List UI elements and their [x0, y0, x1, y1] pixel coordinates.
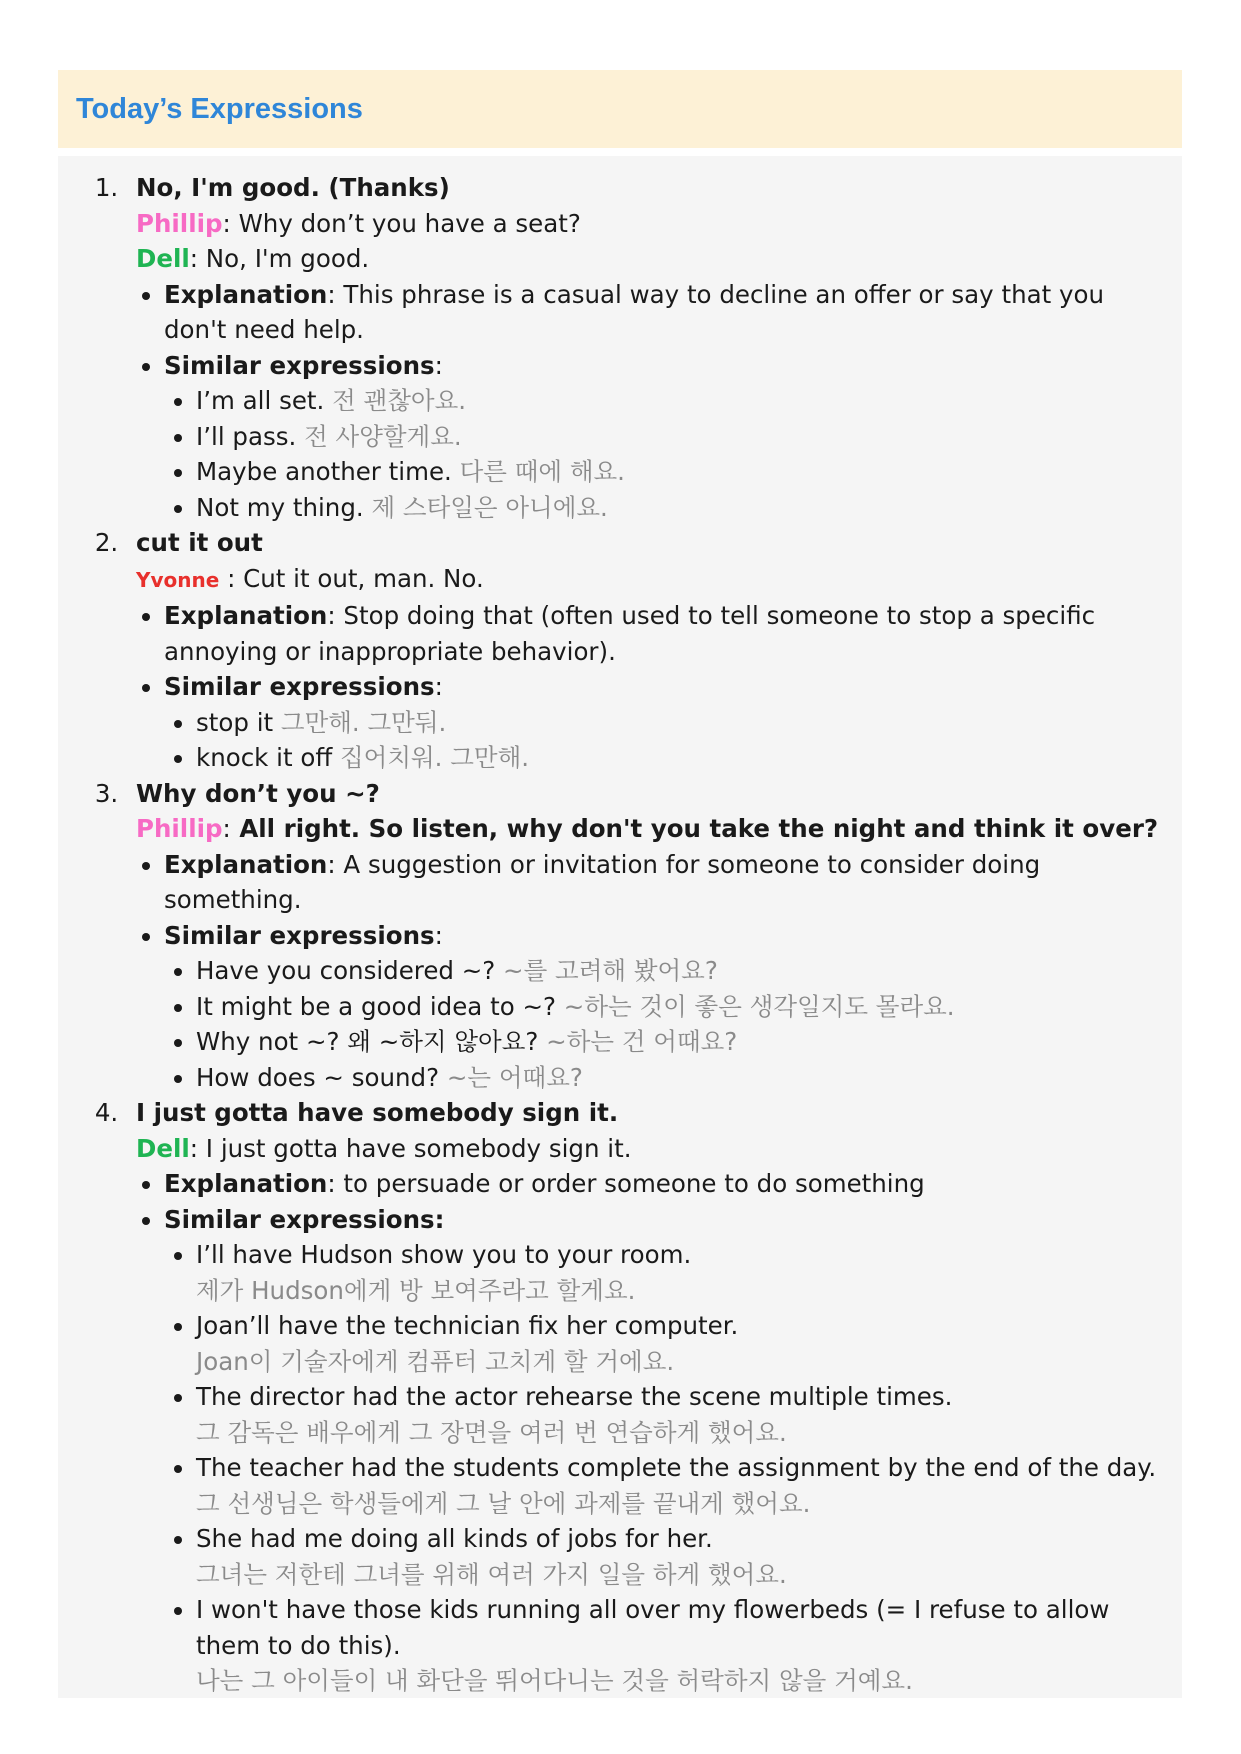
similar-en: Not my thing. [196, 492, 364, 522]
dialog-text: Cut it out, man. No. [235, 563, 484, 593]
similar-colon: : [434, 672, 443, 701]
dialog-sep: : [222, 814, 231, 843]
similar-item [196, 490, 1166, 526]
dialog-sep: : [219, 563, 236, 593]
similar-label: Similar expressions [164, 920, 435, 950]
dialog-text: Why don’t you have a seat? [230, 208, 581, 238]
dialog-sep: : [222, 208, 231, 238]
similar-en: • Joan’ll have the technician fix her computer. [196, 1311, 739, 1340]
speaker-name: Dell [136, 244, 190, 273]
similar-en: • The teacher had the students complete the assignment by the end of the day. [196, 1453, 1157, 1482]
expression-list [86, 170, 1166, 1699]
explanation-label: Explanation [164, 849, 328, 879]
similar-en: stop it [196, 707, 274, 737]
similar-label: Similar expressions [164, 350, 435, 380]
explanation-text: : to persuade or order someone to do something [327, 1169, 925, 1198]
similar-ko: 나는 그 아이들이 내 화단을 뛰어다니는 것을 허락하지 않을 거예요. [196, 1666, 913, 1695]
similar-ko: ~하는 건 어때요? [538, 1027, 738, 1056]
explanation-label: Explanation [164, 601, 328, 630]
similar-item [196, 419, 1166, 455]
explanation [164, 598, 1166, 669]
similar-en: knock it off [196, 743, 341, 772]
expression-item [126, 1095, 1166, 1699]
similar-list [164, 1237, 1166, 1699]
speaker-name: Dell [136, 1133, 190, 1163]
explanation [164, 277, 1166, 348]
speaker-name: Phillip [136, 814, 223, 843]
similar-item [196, 1024, 1166, 1060]
speaker-name: Yvonne [136, 567, 220, 592]
expression-title: 2. cut it out [136, 528, 263, 557]
explanation-label: Explanation [164, 1169, 328, 1198]
similar-en: How does ~ sound? [196, 1062, 440, 1092]
dialog-line [136, 561, 1166, 599]
detail-list [136, 847, 1166, 1096]
similar-expressions [164, 918, 1166, 1096]
similar-list [164, 953, 1166, 1095]
dialog-line [136, 241, 1166, 277]
dialog-line [136, 811, 1166, 847]
expression-item [126, 525, 1166, 776]
dialog-text: I just gotta have somebody sign it. [198, 1133, 632, 1163]
dialog-text: All right. So listen, why don't you take the night and think it over? [230, 814, 1159, 843]
similar-en: Have you considered ~? [196, 956, 496, 985]
similar-en: • I won't have those kids running all over my flowerbeds (= I refuse to allow them to do this). [196, 1595, 1110, 1660]
page-title: Today’s Expressions [76, 92, 363, 125]
similar-item [196, 1450, 1166, 1521]
expression-title: 3. Why don’t you ~? [136, 778, 380, 808]
similar-list [164, 383, 1166, 525]
expression-item [126, 776, 1166, 1096]
dialog-sep: : [189, 1133, 199, 1163]
dialog-line [136, 206, 1166, 242]
similar-list [164, 705, 1166, 776]
similar-en: Why not ~? [196, 1027, 348, 1056]
similar-label: Similar expressions: [164, 1204, 445, 1234]
explanation-text: : Stop doing that (often used to tell someone to stop a specific annoying or inappropriate behavior). [164, 601, 1096, 666]
expressions-content [86, 170, 1166, 1699]
similar-ko-dark: 왜 ~하지 않아요? [347, 1027, 539, 1056]
expression-item [126, 170, 1166, 525]
similar-colon: : [434, 920, 443, 950]
explanation-text: : This phrase is a casual way to decline an offer or say that you don't need help. [164, 279, 1105, 344]
similar-item [196, 1060, 1166, 1096]
similar-en: • I’ll have Hudson show you to your room. [196, 1240, 692, 1269]
similar-ko: 전 사양할게요. [296, 421, 462, 451]
expression-title: 4. I just gotta have somebody sign it. [136, 1098, 619, 1127]
similar-en: Maybe another time. [196, 457, 452, 486]
similar-ko: 집어치워. 그만해. [340, 743, 530, 772]
similar-ko: 그 감독은 배우에게 그 장면을 여러 번 연습하게 했어요. [196, 1417, 787, 1447]
similar-ko: Joan이 기술자에게 컴퓨터 고치게 할 거에요. [196, 1346, 675, 1376]
similar-en: • She had me doing all kinds of jobs for her. [196, 1524, 713, 1553]
similar-ko: ~는 어때요? [439, 1062, 583, 1092]
similar-item [196, 1237, 1166, 1308]
similar-item [196, 705, 1166, 741]
similar-item [196, 1521, 1166, 1592]
dialog-sep: : [189, 244, 199, 273]
similar-ko: 그녀는 저한테 그녀를 위해 여러 가지 일을 하게 했어요. [196, 1559, 787, 1589]
detail-list [136, 277, 1166, 526]
similar-item [196, 989, 1166, 1025]
similar-ko: 그만해. 그만둬. [273, 707, 447, 737]
similar-item [196, 740, 1166, 776]
explanation-label: Explanation [164, 279, 328, 309]
similar-ko: 제 스타일은 아니에요. [363, 492, 608, 522]
similar-item [196, 1379, 1166, 1450]
similar-colon: : [434, 350, 443, 380]
similar-ko: 그 선생님은 학생들에게 그 날 안에 과제를 끝내게 했어요. [196, 1488, 811, 1518]
detail-list [136, 598, 1166, 776]
dialog-line [136, 1131, 1166, 1167]
similar-ko: 제가 Hudson에게 방 보여주라고 할게요. [196, 1275, 636, 1305]
similar-ko: ~하는 것이 좋은 생각일지도 몰라요. [556, 991, 955, 1021]
similar-ko: ~를 고려해 봤어요? [495, 956, 718, 985]
explanation-text: : A suggestion or invitation for someone to consider doing something. [164, 849, 1041, 914]
section-header [58, 70, 1182, 148]
similar-ko: 전 괜찮아요. [324, 386, 467, 415]
similar-label: Similar expressions [164, 672, 435, 701]
similar-en: It might be a good idea to ~? [196, 991, 556, 1021]
similar-ko: 다른 때에 해요. [451, 457, 625, 486]
similar-en: I’ll pass. [196, 421, 297, 451]
similar-expressions [164, 1202, 1166, 1699]
similar-en: • The director had the actor rehearse the scene multiple times. [196, 1382, 953, 1411]
speaker-name: Phillip [136, 208, 223, 238]
expression-title: 1. No, I'm good. (Thanks) [136, 173, 450, 202]
similar-item [196, 953, 1166, 989]
explanation [164, 847, 1166, 918]
similar-expressions [164, 669, 1166, 776]
explanation [164, 1166, 1166, 1202]
dialog-text: No, I'm good. [198, 244, 370, 273]
similar-en: I’m all set. [196, 386, 325, 415]
similar-item [196, 454, 1166, 490]
similar-item [196, 383, 1166, 419]
detail-list [136, 1166, 1166, 1699]
similar-expressions [164, 348, 1166, 526]
similar-item [196, 1308, 1166, 1379]
similar-item [196, 1592, 1166, 1699]
